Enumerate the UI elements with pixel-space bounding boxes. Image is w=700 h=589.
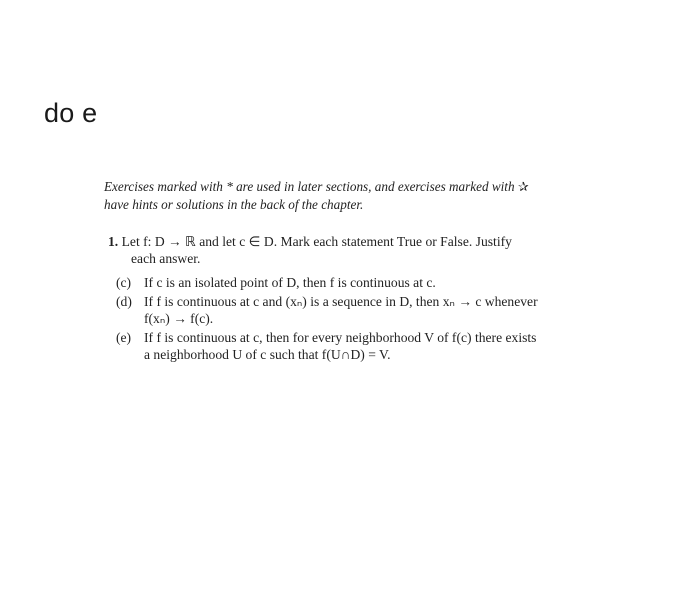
star-icon: ✰	[517, 179, 529, 194]
textbook-excerpt	[104, 178, 624, 365]
part-line: If f is continuous at c, then for every neighborhood V of f(c) there exists	[144, 329, 537, 345]
part-line: a neighborhood U of c such that f(U∩D) = V.	[144, 347, 391, 362]
part-label: (c)	[116, 275, 132, 290]
intro-line-2: have hints or solutions in the back of the chapter.	[104, 197, 364, 212]
problem-number: 1.	[108, 234, 119, 249]
part-line: If f is continuous at c and (xₙ) is a sequence in D, then xₙ → c whenever	[144, 293, 538, 309]
part-text	[144, 293, 624, 328]
intro-line-1: Exercises marked with * are used in later sections, and exercises marked with	[104, 179, 515, 194]
part-text	[144, 329, 624, 364]
problem-1	[108, 233, 624, 267]
part-line: f(xₙ) → f(c).	[144, 311, 214, 326]
problem-statement-line-1: Let f: D → ℝ and let c ∈ D. Mark each statement True or False. Justify	[121, 234, 512, 249]
part-e	[116, 329, 624, 364]
problem-statement-line-2: each answer.	[131, 251, 201, 266]
problem-parts	[116, 274, 624, 364]
part-text	[144, 274, 624, 292]
part-label: (e)	[116, 329, 132, 345]
exercises-intro	[104, 178, 624, 214]
part-label: (d)	[116, 293, 132, 309]
part-d	[116, 293, 624, 328]
handwritten-heading: do e	[44, 98, 98, 128]
part-line: If c is an isolated point of D, then f is continuous at c.	[144, 275, 436, 290]
part-c	[116, 274, 624, 292]
